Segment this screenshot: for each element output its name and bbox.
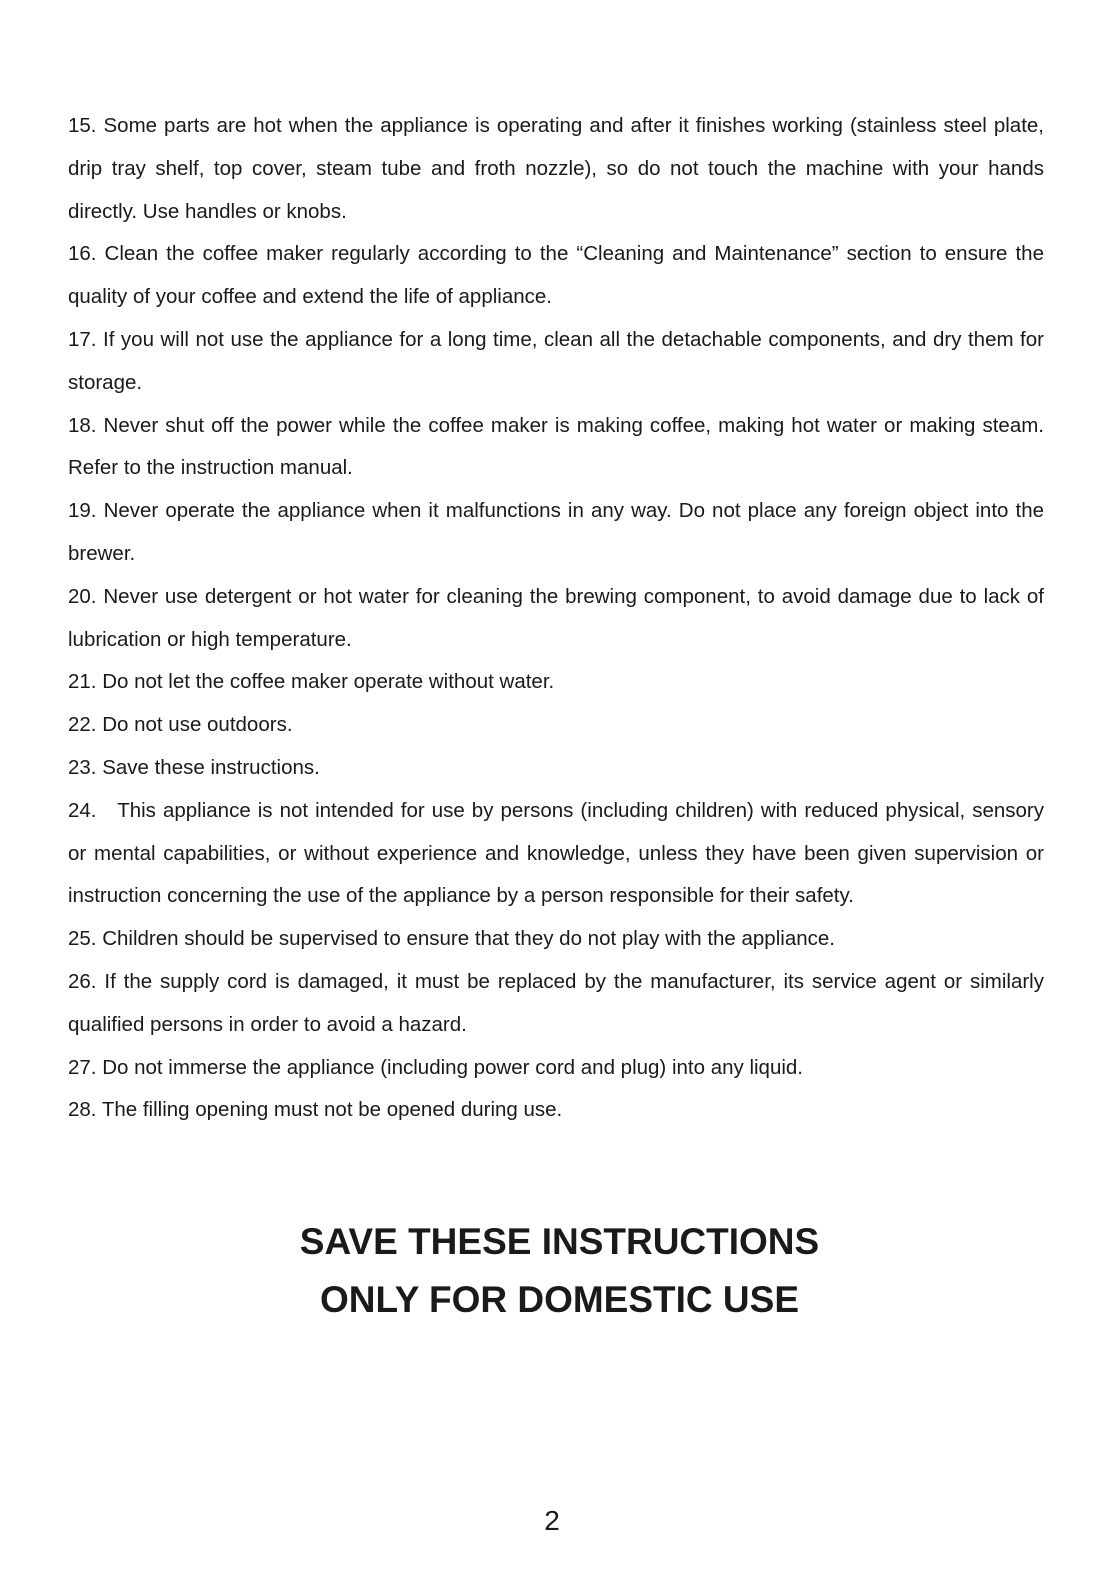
save-instructions-heading: SAVE THESE INSTRUCTIONS (299, 1221, 820, 1262)
instruction-item-15: 15. Some parts are hot when the appliance is operating and after it finishes working (stainless steel plate, drip tray shelf, top cover, steam tube and froth nozzle), so do not touch the machine with your hands directly. Use handles or knobs. (68, 114, 1044, 223)
instruction-item-25: 25. Children should be supervised to ensure that they do not play with the appliance. (68, 927, 835, 951)
safety-instructions-list (68, 105, 1050, 1132)
instruction-item-22: 22. Do not use outdoors. (68, 713, 293, 737)
instruction-item-26: 26. If the supply cord is damaged, it must be replaced by the manufacturer, its service agent or similarly qualified persons in order to avoid a hazard. (68, 969, 1044, 1036)
instruction-item-28: 28. The filling opening must not be opened during use. (68, 1098, 563, 1122)
page-number: 2 (544, 1505, 560, 1536)
instruction-item-27: 27. Do not immerse the appliance (including power cord and plug) into any liquid. (68, 1055, 804, 1079)
instruction-item-18: 18. Never shut off the power while the coffee maker is making coffee, making hot water or making steam. Refer to the instruction manual. (68, 413, 1044, 480)
instruction-item-20: 20. Never use detergent or hot water for cleaning the brewing component, to avoid damage due to lack of lubrication or high temperature. (68, 584, 1044, 651)
instruction-item-17: 17. If you will not use the appliance for a long time, clean all the detachable components, and dry them for storage. (68, 327, 1044, 394)
instruction-item-21: 21. Do not let the coffee maker operate without water. (68, 670, 555, 694)
instruction-item-23: 23. Save these instructions. (68, 755, 320, 779)
instruction-item-16: 16. Clean the coffee maker regularly according to the “Cleaning and Maintenance” section to ensure the quality of your coffee and extend the life of appliance. (68, 242, 1044, 309)
instruction-item-24: 24. This appliance is not intended for use by persons (including children) with reduced physical, sensory or mental capabilities, or without experience and knowledge, unless they have been given supervision or instruction concerning the use of the appliance by a person responsible for their safety. (68, 798, 1050, 908)
closing-headings (0, 1213, 1119, 1329)
instruction-item-19: 19. Never operate the appliance when it malfunctions in any way. Do not place any foreign object into the brewer. (68, 499, 1044, 565)
domestic-use-heading: ONLY FOR DOMESTIC USE (319, 1279, 799, 1320)
